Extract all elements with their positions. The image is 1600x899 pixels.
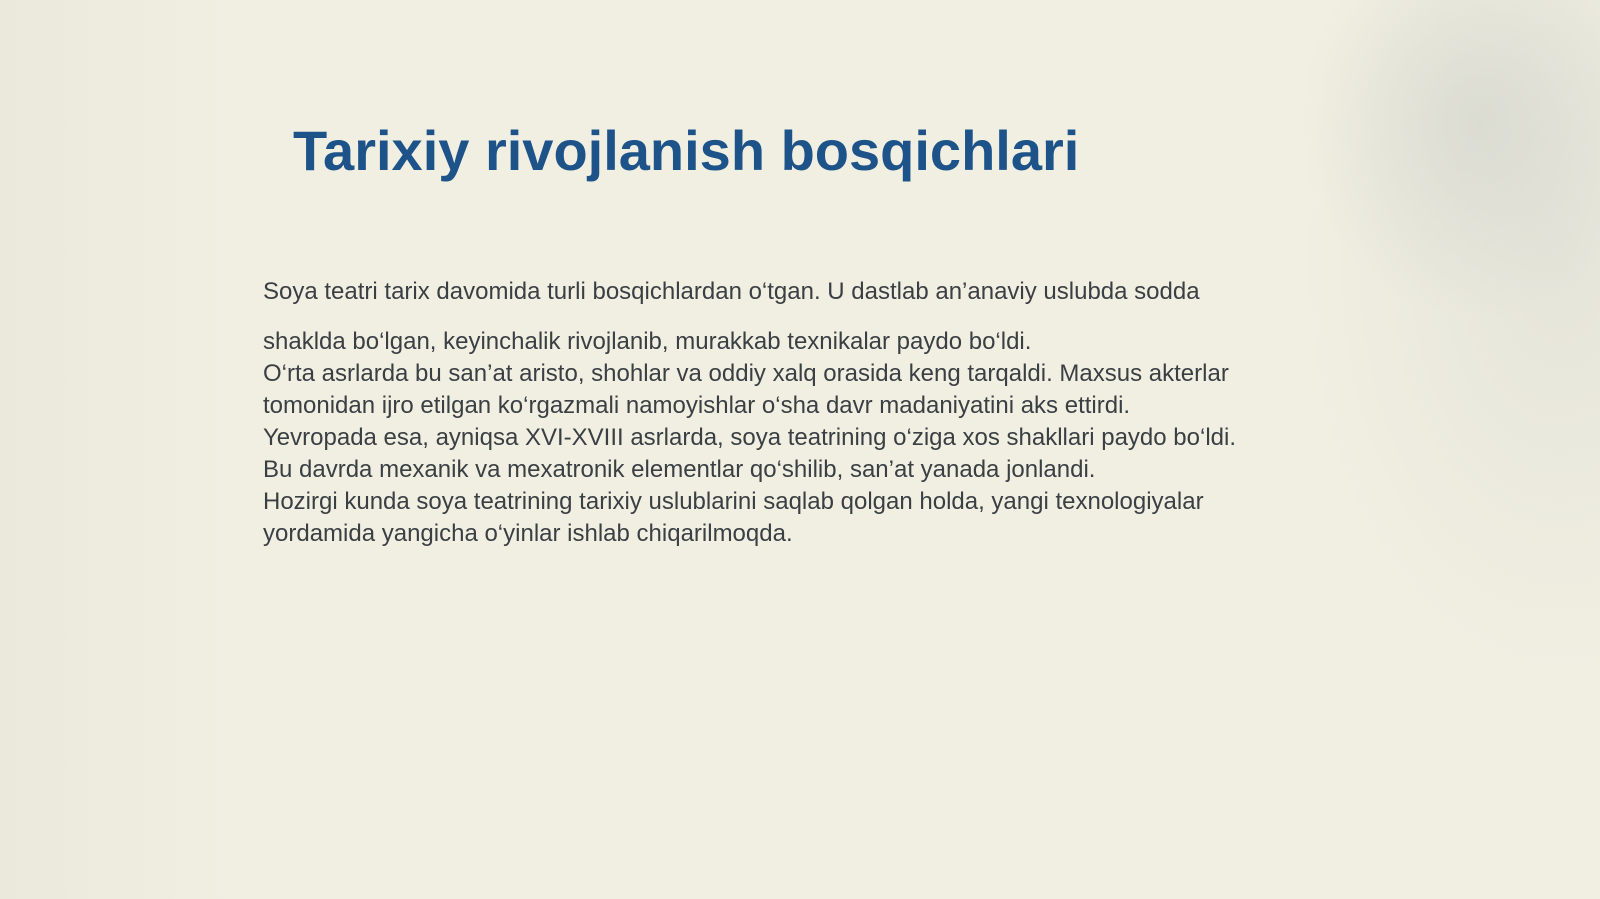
body-line: Soya teatri tarix davomida turli bosqichlardan o‘tgan. U dastlab an’anaviy uslubda sodda — [263, 278, 1200, 305]
body-line: yordamida yangicha o‘yinlar ishlab chiqarilmoqda. — [263, 520, 793, 547]
body-line: shaklda bo‘lgan, keyinchalik rivojlanib, murakkab texnikalar paydo bo‘ldi. — [263, 328, 1032, 355]
slide-title: Tarixiy rivojlanish bosqichlari — [293, 119, 1080, 182]
slide-body — [263, 276, 1383, 550]
body-line: Bu davrda mexanik va mexatronik elementlar qo‘shilib, san’at yanada jonlandi. — [263, 456, 1096, 483]
body-line: Yevropada esa, ayniqsa XVI-XVIII asrlarda, soya teatrining o‘ziga xos shakllari paydo bo‘ldi. — [263, 424, 1236, 451]
body-line: Hozirgi kunda soya teatrining tarixiy uslublarini saqlab qolgan holda, yangi texnologiyalar — [263, 488, 1204, 515]
body-line: O‘rta asrlarda bu san’at aristo, shohlar va oddiy xalq orasida keng tarqaldi. Maxsus akterlar — [263, 360, 1229, 387]
body-line: tomonidan ijro etilgan ko‘rgazmali namoyishlar o‘sha davr madaniyatini aks ettirdi. — [263, 392, 1131, 419]
